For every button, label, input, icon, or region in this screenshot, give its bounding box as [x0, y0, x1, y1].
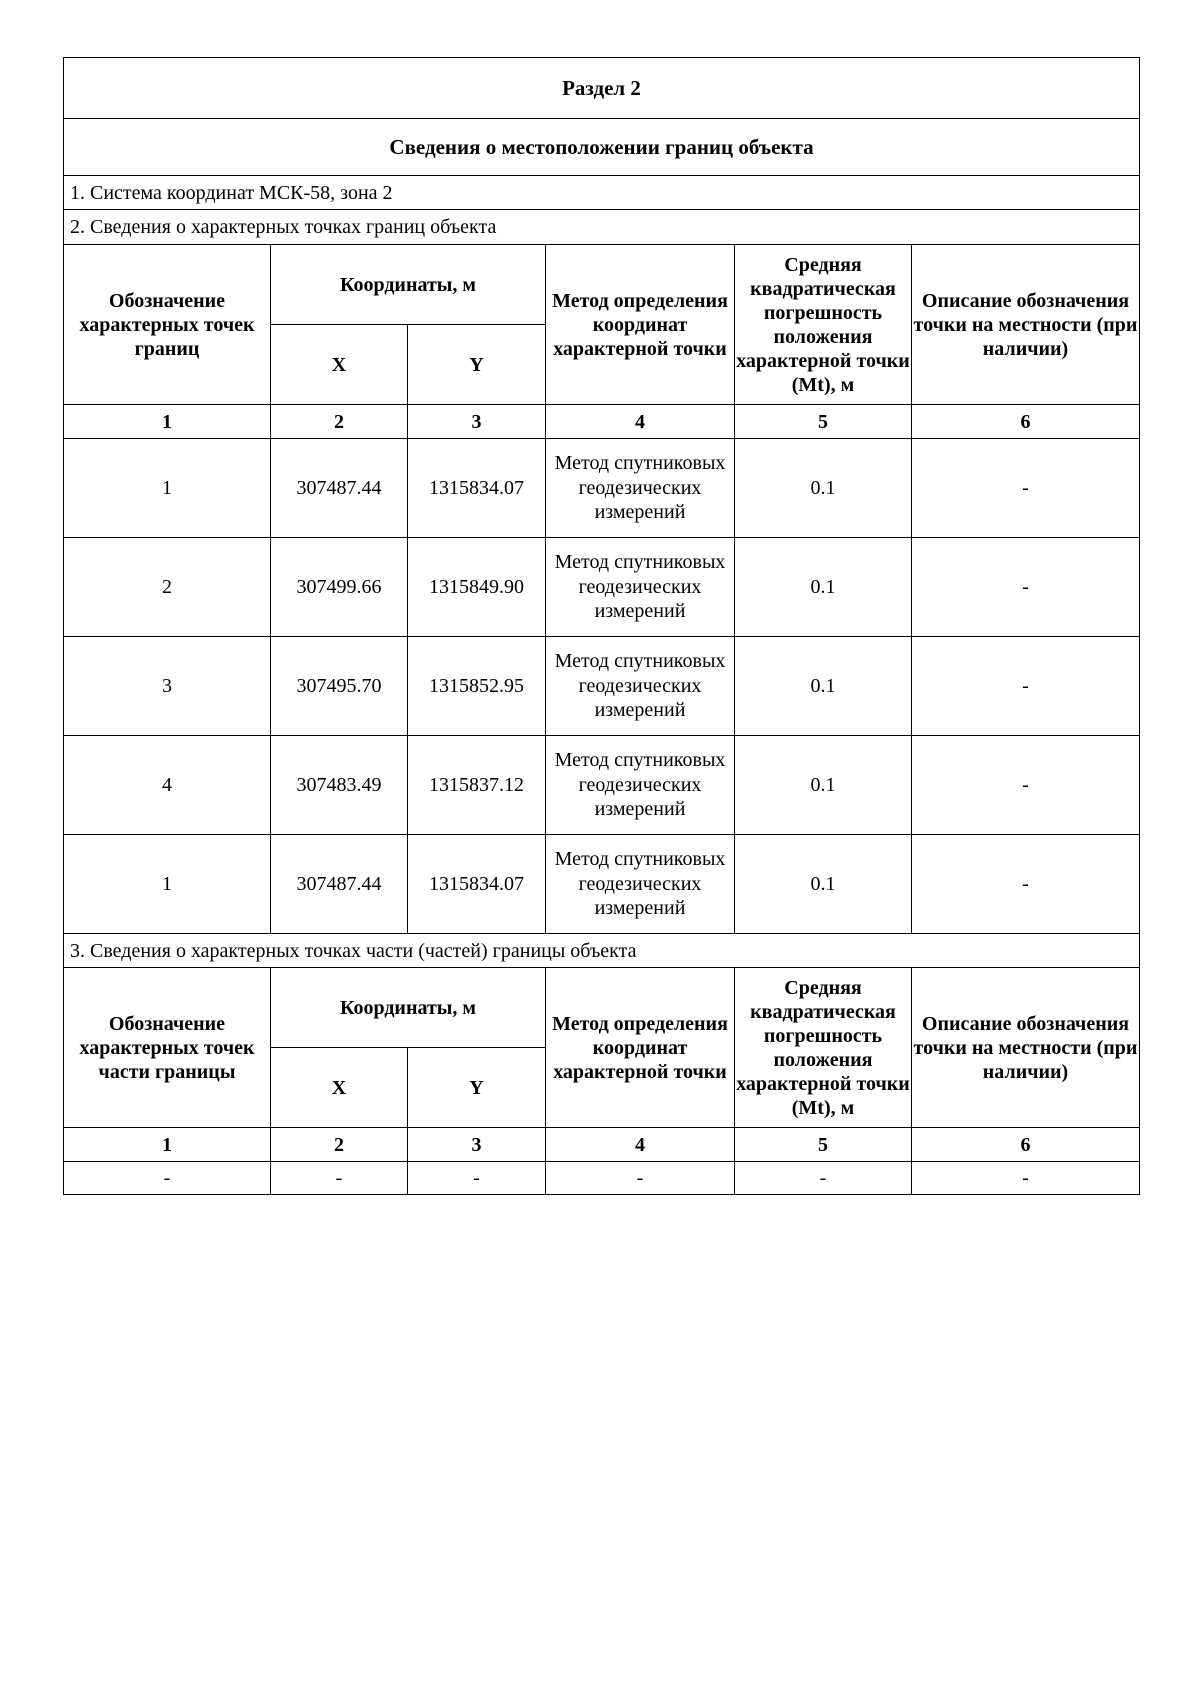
- points-section-title: 2. Сведения о характерных точках границ объекта: [64, 210, 1140, 245]
- point-method: Метод спутниковых геодезических измерений: [546, 637, 735, 736]
- header-x: X: [271, 325, 408, 405]
- point-x: 307499.66: [271, 538, 408, 637]
- col-number: 2: [271, 405, 408, 439]
- header-coords: Координаты, м: [271, 245, 546, 325]
- point-y: 1315849.90: [408, 538, 546, 637]
- header-part-designation: Обозначение характерных точек части границы: [64, 968, 271, 1128]
- point-mt: 0.1: [735, 736, 912, 835]
- point-desc: -: [912, 835, 1140, 934]
- section-subtitle: Сведения о местоположении границ объекта: [64, 119, 1140, 176]
- col-number: 3: [408, 1128, 546, 1162]
- part-cell: -: [912, 1162, 1140, 1195]
- point-x: 307487.44: [271, 439, 408, 538]
- header-error: Средняя квадратическая погрешность положения характерной точки (Mt), м: [735, 245, 912, 405]
- col-number: 4: [546, 405, 735, 439]
- part-cell: -: [271, 1162, 408, 1195]
- point-x: 307483.49: [271, 736, 408, 835]
- col-number: 1: [64, 1128, 271, 1162]
- point-y: 1315834.07: [408, 835, 546, 934]
- column-number-row: [64, 1128, 1140, 1162]
- section-title: Раздел 2: [64, 58, 1140, 119]
- part-cell: -: [735, 1162, 912, 1195]
- point-desc: -: [912, 736, 1140, 835]
- point-y: 1315852.95: [408, 637, 546, 736]
- point-desc: -: [912, 439, 1140, 538]
- table-row: [64, 538, 1140, 637]
- point-method: Метод спутниковых геодезических измерений: [546, 736, 735, 835]
- part-cell: -: [64, 1162, 271, 1195]
- table-row: [64, 736, 1140, 835]
- table-row: [64, 1162, 1140, 1195]
- point-mt: 0.1: [735, 439, 912, 538]
- document-sheet: [63, 57, 1139, 1195]
- point-id: 1: [64, 439, 271, 538]
- point-id: 1: [64, 835, 271, 934]
- header-method: Метод определения координат характерной точки: [546, 245, 735, 405]
- header-point-designation: Обозначение характерных точек границ: [64, 245, 271, 405]
- point-mt: 0.1: [735, 538, 912, 637]
- header-method: Метод определения координат характерной точки: [546, 968, 735, 1128]
- point-id: 2: [64, 538, 271, 637]
- header-description: Описание обозначения точки на местности (при наличии): [912, 245, 1140, 405]
- table-row: [64, 835, 1140, 934]
- point-mt: 0.1: [735, 637, 912, 736]
- point-x: 307487.44: [271, 835, 408, 934]
- point-desc: -: [912, 538, 1140, 637]
- col-number: 1: [64, 405, 271, 439]
- point-desc: -: [912, 637, 1140, 736]
- part-cell: -: [408, 1162, 546, 1195]
- point-method: Метод спутниковых геодезических измерений: [546, 538, 735, 637]
- header-y: Y: [408, 1048, 546, 1128]
- table-row: [64, 637, 1140, 736]
- table-row: [64, 439, 1140, 538]
- point-x: 307495.70: [271, 637, 408, 736]
- col-number: 2: [271, 1128, 408, 1162]
- boundary-table: [63, 57, 1140, 1195]
- parts-section-title: 3. Сведения о характерных точках части (частей) границы объекта: [64, 934, 1140, 968]
- col-number: 5: [735, 1128, 912, 1162]
- header-coords: Координаты, м: [271, 968, 546, 1048]
- point-id: 4: [64, 736, 271, 835]
- col-number: 3: [408, 405, 546, 439]
- header-error: Средняя квадратическая погрешность положения характерной точки (Mt), м: [735, 968, 912, 1128]
- column-number-row: [64, 405, 1140, 439]
- part-cell: -: [546, 1162, 735, 1195]
- header-y: Y: [408, 325, 546, 405]
- col-number: 4: [546, 1128, 735, 1162]
- header-x: X: [271, 1048, 408, 1128]
- col-number: 6: [912, 405, 1140, 439]
- point-mt: 0.1: [735, 835, 912, 934]
- point-id: 3: [64, 637, 271, 736]
- col-number: 6: [912, 1128, 1140, 1162]
- coord-system: 1. Система координат МСК-58, зона 2: [64, 176, 1140, 210]
- point-method: Метод спутниковых геодезических измерений: [546, 439, 735, 538]
- header-description: Описание обозначения точки на местности (при наличии): [912, 968, 1140, 1128]
- col-number: 5: [735, 405, 912, 439]
- point-y: 1315834.07: [408, 439, 546, 538]
- point-method: Метод спутниковых геодезических измерений: [546, 835, 735, 934]
- point-y: 1315837.12: [408, 736, 546, 835]
